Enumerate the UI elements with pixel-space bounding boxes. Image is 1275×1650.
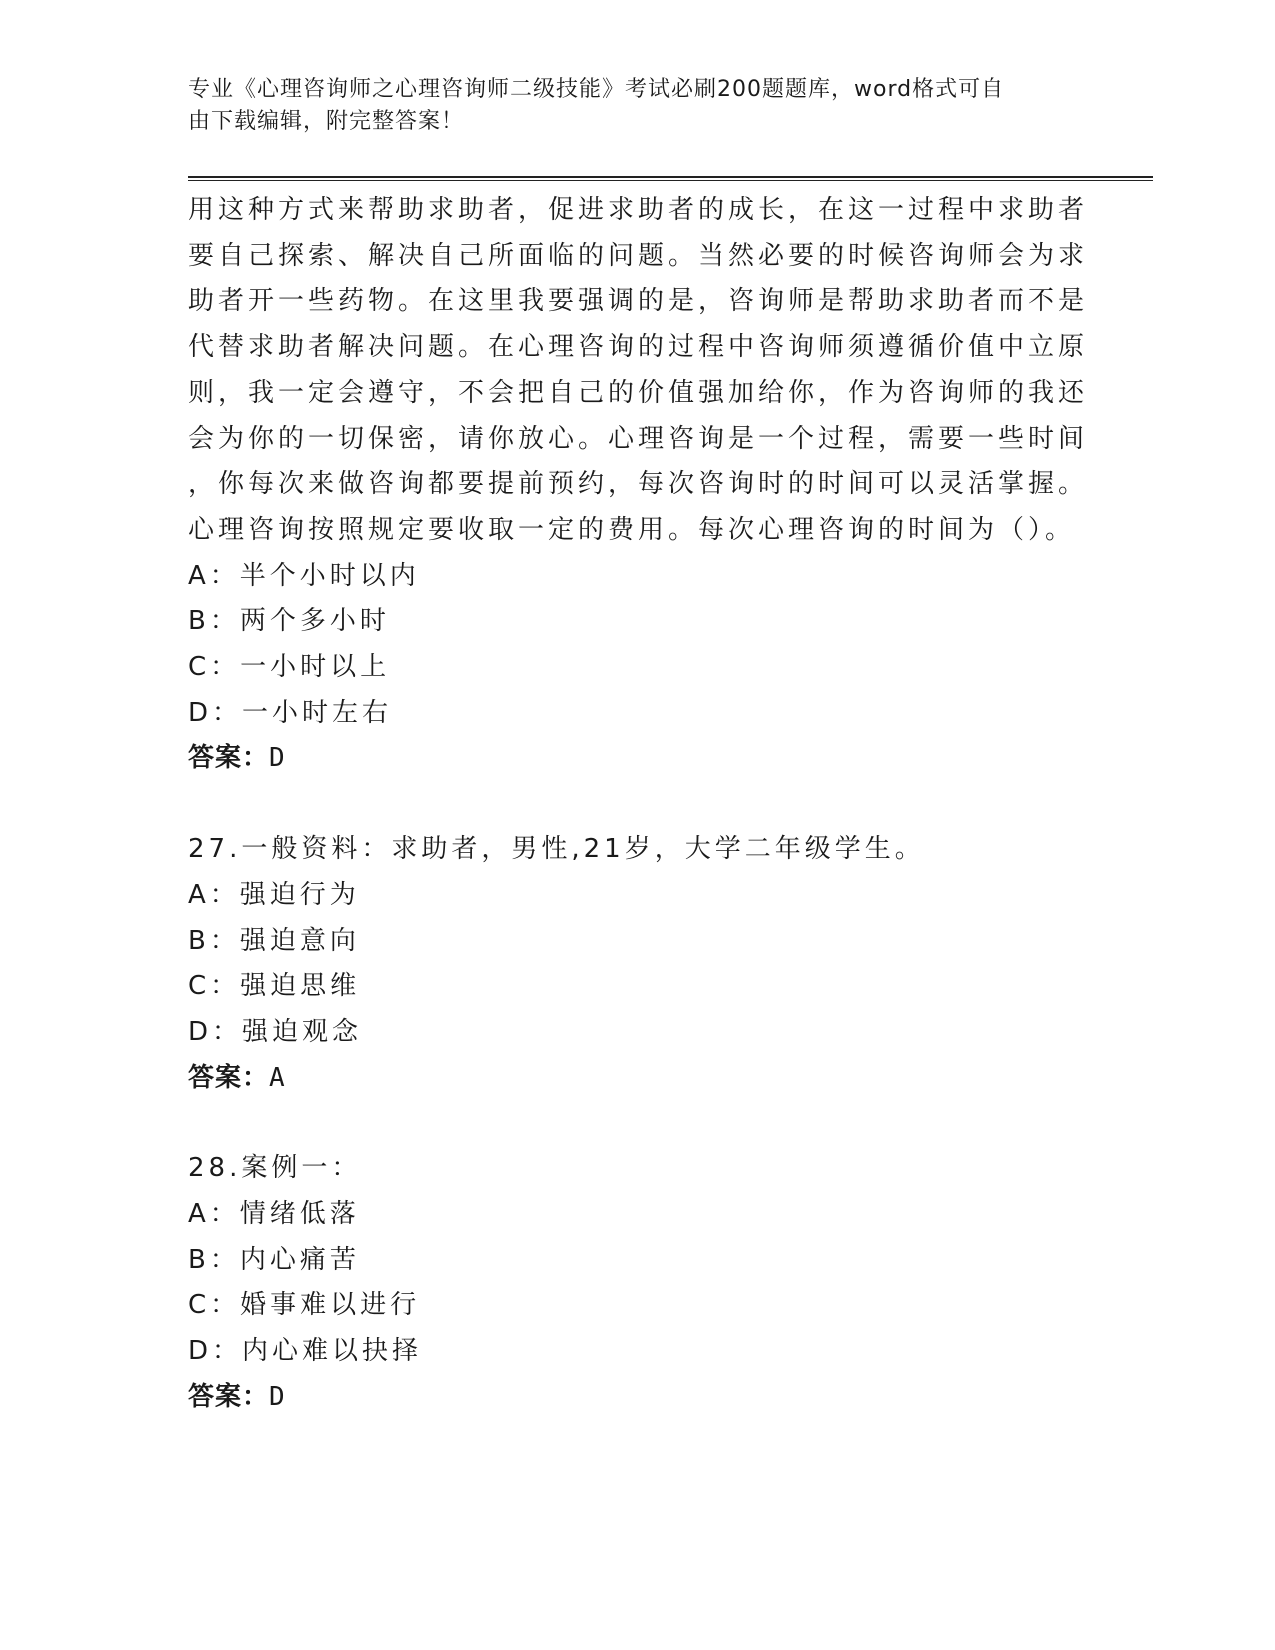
answer-value: D (269, 743, 286, 774)
document-header (188, 74, 1068, 138)
answer-label: 答案： (188, 1062, 270, 1093)
option-c: C：强迫思维 (188, 971, 361, 1002)
stem-line: 心理咨询按照规定要收取一定的费用。每次心理咨询的时间为（）。 (188, 514, 1076, 545)
answer-label: 答案： (188, 743, 270, 774)
stem-line: ，你每次来做咨询都要提前预约，每次咨询时的时间可以灵活掌握。 (188, 469, 1089, 500)
answer-line (188, 736, 1088, 782)
header-title-line-2: 由下载编辑，附完整答案！ (188, 109, 465, 134)
header-title-line-1: 专业《心理咨询师之心理咨询师二级技能》考试必刷200题题库，word格式可自 (188, 77, 1005, 102)
answer-value: A (269, 1062, 286, 1093)
option-a: A：半个小时以内 (188, 560, 420, 591)
question-26-stem (188, 188, 1088, 554)
stem-line: 会为你的一切保密，请你放心。心理咨询是一个过程，需要一些时间 (188, 423, 1089, 454)
answer-line (188, 1056, 1088, 1102)
option-d: D：内心难以抉择 (188, 1336, 423, 1367)
question-26 (188, 188, 1088, 782)
stem-line: 则，我一定会遵守，不会把自己的价值强加给你，作为咨询师的我还 (188, 377, 1089, 408)
stem-line: 要自己探索、解决自己所面临的问题。当然必要的时候咨询师会为求 (188, 240, 1089, 271)
option-b: B：内心痛苦 (188, 1244, 360, 1275)
option-d: D：强迫观念 (188, 1016, 363, 1047)
header-divider (188, 176, 1153, 181)
option-a: A：情绪低落 (188, 1199, 360, 1230)
option-c: C：婚事难以进行 (188, 1290, 421, 1321)
question-27-stem: 27.一般资料：求助者，男性,21岁，大学二年级学生。 (188, 834, 925, 865)
spacer (188, 1101, 1088, 1146)
answer-label: 答案： (188, 1381, 270, 1412)
option-a: A：强迫行为 (188, 879, 360, 910)
spacer (188, 782, 1088, 827)
stem-line: 代替求助者解决问题。在心理咨询的过程中咨询师须遵循价值中立原 (188, 332, 1089, 363)
question-27 (188, 827, 1088, 1101)
stem-line: 助者开一些药物。在这里我要强调的是，咨询师是帮助求助者而不是 (188, 286, 1089, 317)
option-d: D：一小时左右 (188, 697, 393, 728)
document-body (188, 188, 1088, 1421)
question-28 (188, 1146, 1088, 1420)
question-28-stem: 28.案例一： (188, 1153, 362, 1184)
option-b: B：强迫意向 (188, 925, 360, 956)
answer-line (188, 1375, 1088, 1421)
answer-value: D (269, 1381, 286, 1412)
option-c: C：一小时以上 (188, 652, 391, 683)
stem-line: 用这种方式来帮助求助者，促进求助者的成长，在这一过程中求助者 (188, 195, 1089, 225)
option-b: B：两个多小时 (188, 606, 390, 637)
